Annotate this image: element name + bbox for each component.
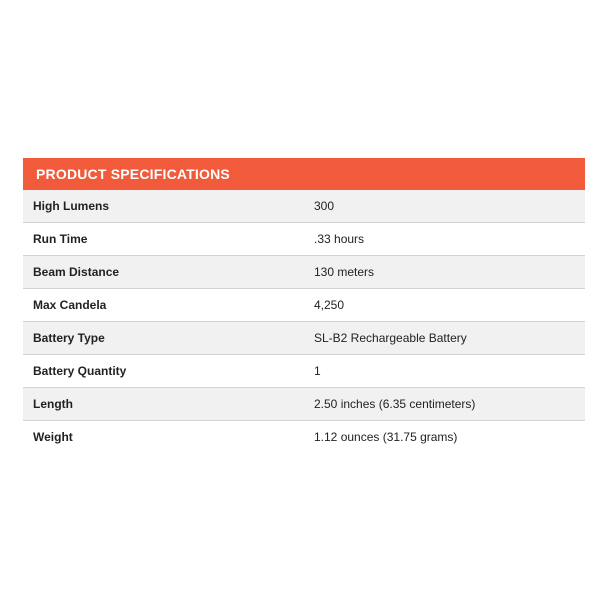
spec-row-run-time — [23, 223, 585, 256]
spec-value: 4,250 — [314, 298, 345, 312]
spec-value: 2.50 inches (6.35 centimeters) — [314, 397, 476, 411]
spec-label: Battery Type — [33, 331, 105, 345]
spec-row-max-candela — [23, 289, 585, 322]
spec-value: 130 meters — [314, 265, 375, 279]
spec-label: Run Time — [33, 232, 88, 246]
spec-row-beam-distance — [23, 256, 585, 289]
product-specifications-table — [23, 158, 585, 453]
spec-value: 300 — [314, 199, 335, 213]
spec-row-battery-type — [23, 322, 585, 355]
spec-row-high-lumens — [23, 190, 585, 223]
spec-value: 1 — [314, 364, 321, 378]
spec-row-weight — [23, 421, 585, 453]
spec-label: Weight — [33, 430, 73, 444]
spec-label: Beam Distance — [33, 265, 120, 279]
specifications-header: PRODUCT SPECIFICATIONS — [23, 158, 585, 190]
spec-row-battery-quantity — [23, 355, 585, 388]
spec-label: Length — [33, 397, 73, 411]
spec-value: 1.12 ounces (31.75 grams) — [314, 430, 458, 444]
spec-label: High Lumens — [33, 199, 110, 213]
spec-row-length — [23, 388, 585, 421]
spec-label: Battery Quantity — [33, 364, 127, 378]
spec-value: .33 hours — [314, 232, 365, 246]
spec-label: Max Candela — [33, 298, 107, 312]
spec-value: SL-B2 Rechargeable Battery — [314, 331, 467, 345]
